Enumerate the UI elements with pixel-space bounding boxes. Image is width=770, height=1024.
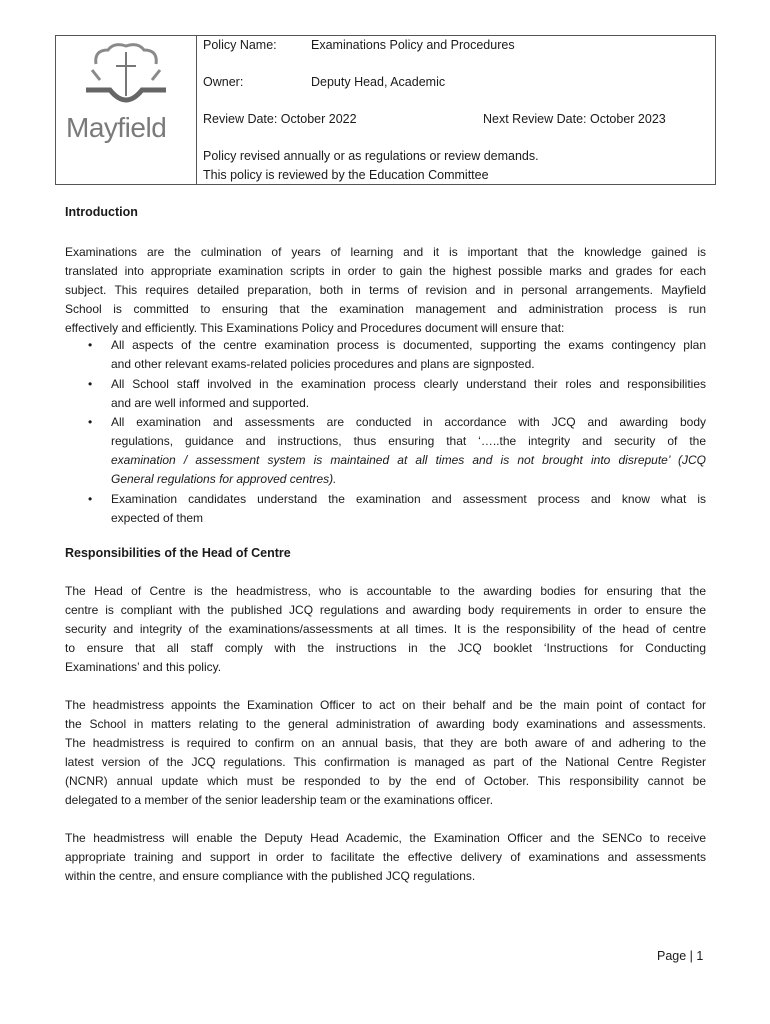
text-line: delegated to a member of the senior leadership team or the examinations officer. (65, 793, 494, 807)
mayfield-crest-icon (74, 40, 178, 112)
text-line: All School staff involved in the examination process clearly understand their roles and responsibilities (111, 376, 706, 391)
bullet-icon: • (88, 491, 93, 506)
bullet-icon: • (88, 415, 93, 429)
section-heading: Introduction (65, 205, 138, 219)
text-line: within the centre, and ensure compliance with the published JCQ regulations. (65, 869, 476, 883)
page-number: Page | 1 (657, 949, 704, 963)
school-logo (56, 36, 197, 184)
text-line: centre is compliant with the published JCQ regulations and awarding body requirements in order to ensure the (65, 603, 706, 617)
logo-text: Mayfield (66, 112, 167, 143)
policy-name-value: Examinations Policy and Procedures (311, 38, 515, 52)
text-line: (NCNR) annual update which must be responded to by the end of October. This responsibility cannot be (65, 774, 706, 788)
text-line: expected of them (111, 510, 204, 525)
text-line: The Head of Centre is the headmistress, who is accountable to the awarding bodies for ensuring that the (65, 584, 706, 598)
text-line: security and integrity of the examinations/assessments at all times. It is the responsibility of the head of centre (65, 622, 706, 636)
text-line: General regulations for approved centres). (111, 472, 337, 486)
text-line: appropriate training and support in order to facilitate the effective delivery of examinations and assessments (65, 850, 706, 864)
text-line: All aspects of the centre examination process is documented, supporting the exams contingency plan (111, 338, 706, 352)
text-line: and are well informed and supported. (111, 395, 310, 410)
text-line: latest version of the JCQ regulations. This confirmation is managed as part of the National Centre Register (65, 755, 706, 769)
revision-note: Policy revised annually or as regulations or review demands. (203, 149, 539, 163)
text-line: Examinations’ and this policy. (65, 660, 222, 674)
text-line: regulations, guidance and instructions, thus ensuring that ‘…..the integrity and security of the (111, 434, 706, 448)
owner-label: Owner: (203, 75, 244, 89)
committee-note: This policy is reviewed by the Education Committee (203, 168, 489, 182)
text-line: the School in matters relating to the general administration of awarding body examinations and assessments. (65, 717, 706, 731)
text-line: Examinations are the culmination of years of learning and it is important that the knowledge gained is (65, 245, 706, 259)
text-line: School is committed to ensuring that the examination management and administration process is run (65, 302, 706, 316)
text-line: All examination and assessments are conducted in accordance with JCQ and awarding body (111, 415, 706, 429)
section-heading: Responsibilities of the Head of Centre (65, 546, 291, 560)
text-line: translated into appropriate examination scripts in order to gain the highest possible marks and grades for each (65, 264, 706, 278)
policy-name-label: Policy Name: (203, 38, 277, 52)
bullet-icon: • (88, 376, 93, 391)
owner-value: Deputy Head, Academic (311, 75, 446, 89)
text-line: Examination candidates understand the examination and assessment process and know what is (111, 491, 706, 506)
next-review-date: Next Review Date: October 2023 (483, 112, 666, 126)
text-line: The headmistress will enable the Deputy Head Academic, the Examination Officer and the SENCo to receive (65, 831, 706, 845)
text-line: and other relevant exams-related policies procedures and plans are signposted. (111, 357, 535, 371)
bullet-icon: • (88, 338, 93, 352)
policy-header-table (55, 35, 716, 185)
review-date: Review Date: October 2022 (203, 112, 357, 126)
text-line: The headmistress appoints the Examination Officer to act on their behalf and be the main point of contact for (65, 698, 706, 712)
text-line: effectively and efficiently. This Examinations Policy and Procedures document will ensure that: (65, 321, 565, 335)
text-line: The headmistress is required to confirm on an annual basis, that they are both aware of and adhering to the (65, 736, 706, 750)
text-line: examination / assessment system is maintained at all times and is not brought into disrepute’ (JCQ (111, 453, 706, 467)
text-line: subject. This requires detailed preparation, both in terms of revision and in personal arrangements. Mayfield (65, 283, 706, 297)
text-line: to ensure that all staff comply with the instructions in the JCQ booklet ‘Instructions for Conducting (65, 641, 706, 655)
